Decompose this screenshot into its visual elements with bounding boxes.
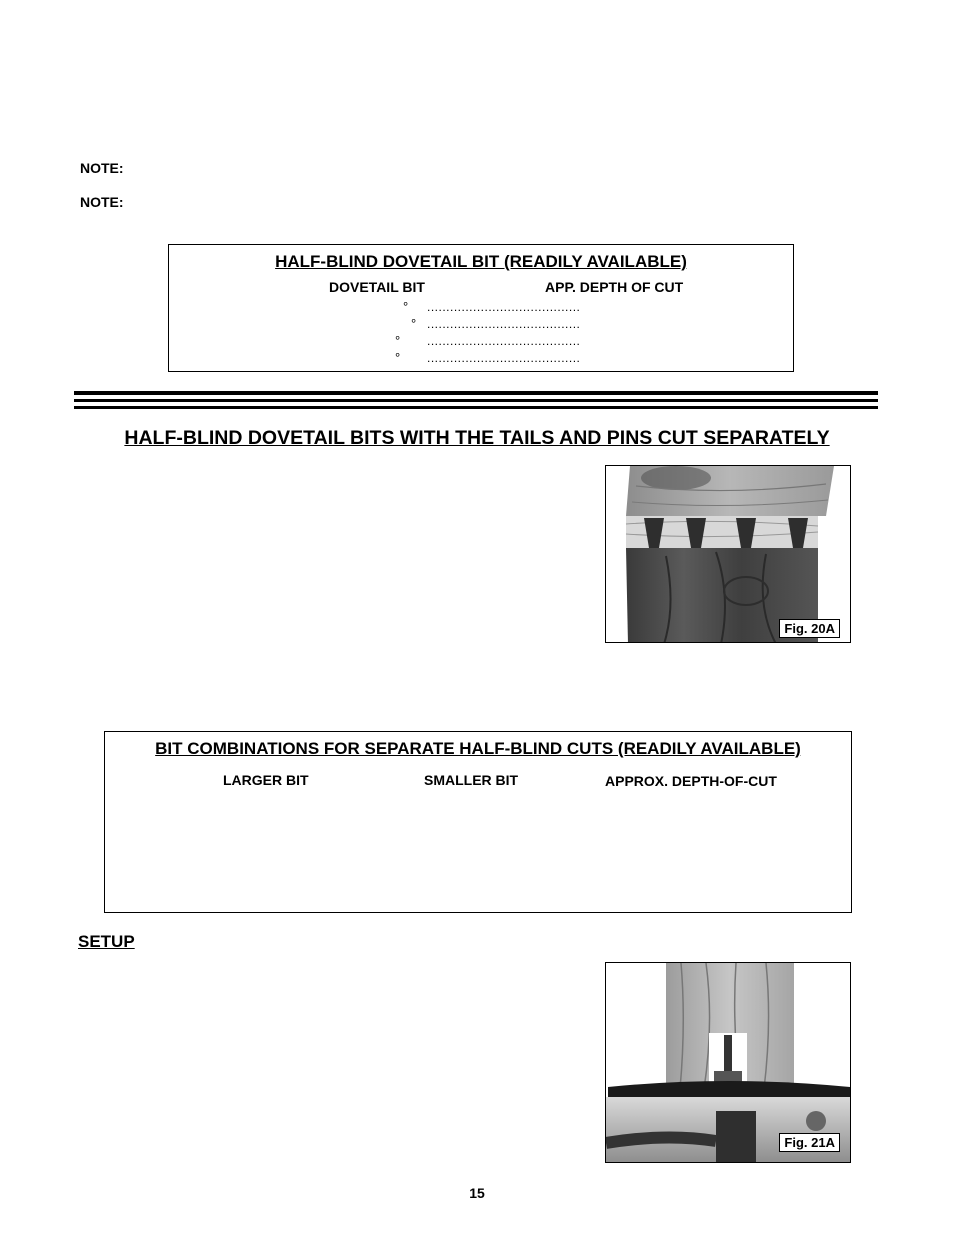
section-heading: HALF-BLIND DOVETAIL BITS WITH THE TAILS AND PINS CUT SEPARATELY xyxy=(124,427,830,449)
dovetail-joint-photo xyxy=(606,466,851,643)
bit-combinations-title: BIT COMBINATIONS FOR SEPARATE HALF-BLIND CUTS (READILY AVAILABLE) xyxy=(155,739,801,758)
degree-mark: ° xyxy=(395,350,401,365)
dovetail-table-title: HALF-BLIND DOVETAIL BIT (READILY AVAILABLE) xyxy=(275,252,687,271)
figure-20a xyxy=(605,465,851,643)
column-larger-bit: LARGER BIT xyxy=(223,772,309,788)
degree-mark: ° xyxy=(403,299,409,314)
degree-mark: ° xyxy=(395,333,401,348)
section-divider-rule xyxy=(74,391,878,395)
column-smaller-bit: SMALLER BIT xyxy=(424,772,519,788)
section-divider-rule xyxy=(74,406,878,409)
bit-combinations-table xyxy=(104,731,852,913)
figure-21a-label: Fig. 21A xyxy=(779,1133,840,1152)
dovetail-bit-table xyxy=(168,244,794,372)
dot-leader: ........................................ xyxy=(427,351,581,365)
dot-leader: ........................................ xyxy=(427,317,581,331)
page-number: 15 xyxy=(469,1185,485,1201)
column-depth-of-cut: APP. DEPTH OF CUT xyxy=(545,279,684,295)
setup-heading: SETUP xyxy=(78,932,135,951)
note-label-2: NOTE: xyxy=(80,194,124,210)
figure-21a xyxy=(605,962,851,1163)
degree-mark: ° xyxy=(411,316,417,331)
column-approx-depth: APPROX. DEPTH-OF-CUT xyxy=(605,773,777,789)
note-label-1: NOTE: xyxy=(80,160,124,176)
dot-leader: ........................................ xyxy=(427,334,581,348)
figure-20a-label: Fig. 20A xyxy=(779,619,840,638)
dot-leader: ........................................ xyxy=(427,300,581,314)
column-dovetail-bit: DOVETAIL BIT xyxy=(329,279,425,295)
section-divider-rule xyxy=(74,399,878,402)
